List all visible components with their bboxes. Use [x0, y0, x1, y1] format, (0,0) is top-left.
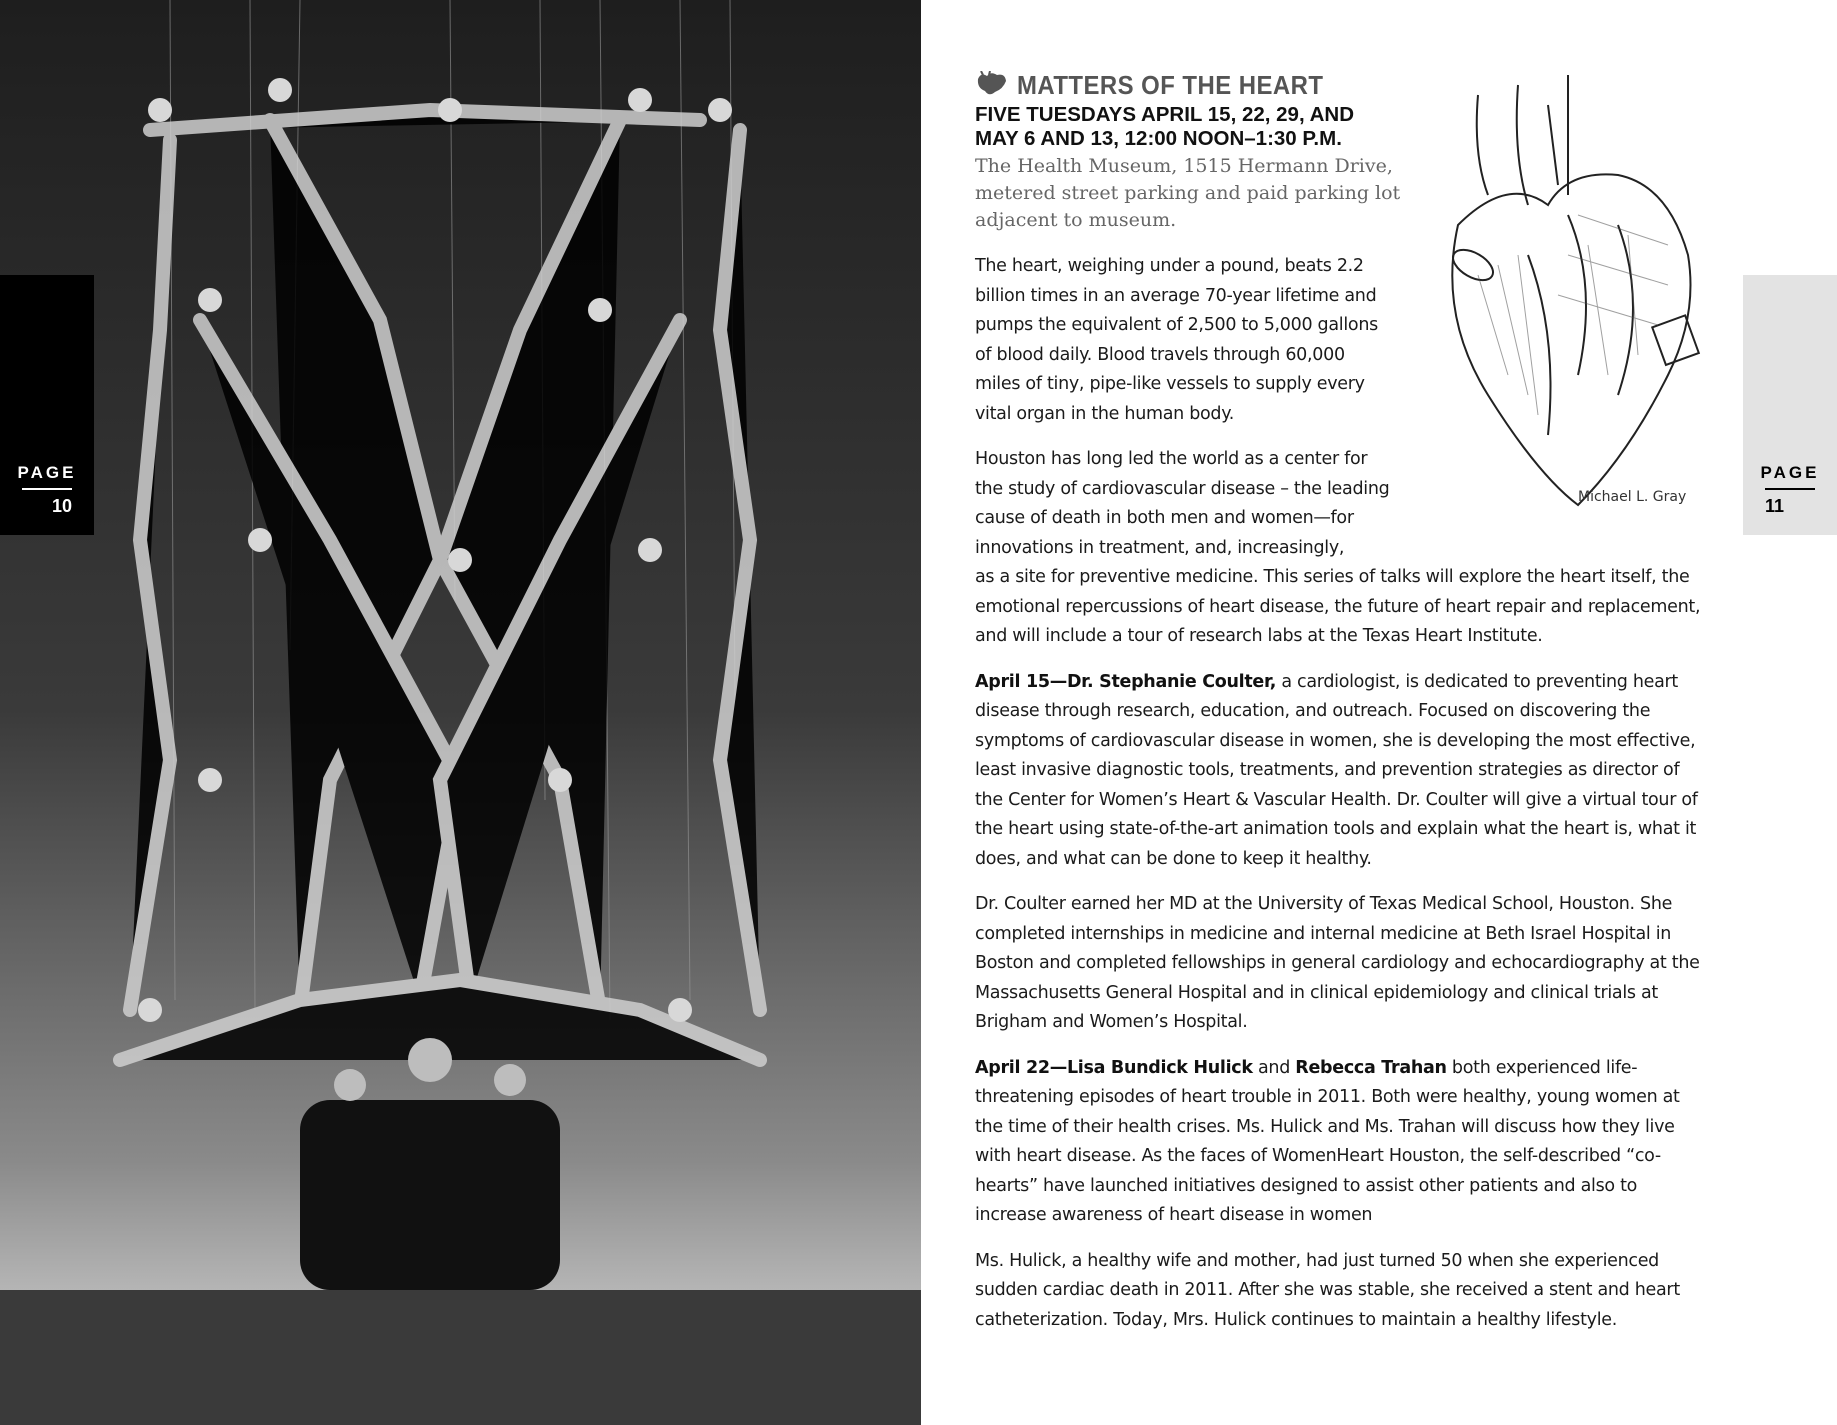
illustration-credit: Michael L. Gray [1578, 489, 1687, 505]
page-number: 11 [1765, 496, 1785, 516]
session-description: both experienced life-threatening episodes of heart trouble in 2011. Both were healthy, young women at the time of their health crises. Ms. Hulick and Ms. Trahan will discuss how they live with heart disease. As the faces of WomenHeart Houston, the self-described “co-hearts” have launched initiatives designed to assist other patients and also to increase awareness of heart disease in women [975, 1057, 1680, 1225]
session-description: a cardiologist, is dedicated to preventing heart disease through research, education, and outreach. Focused on discovering the symptoms of cardiovascular disease in women, she is developing the most effective, least invasive diagnostic tools, treatments, and prevention strategies as director of the Center for Women’s Heart & Vascular Health. Dr. Coulter will give a virtual tour of the heart using state-of-the-art animation tools and explain what the heart is, what it does, and what can be done to keep it healthy. [975, 671, 1698, 869]
event-location: The Health Museum, 1515 Hermann Drive, metered street parking and paid parking lot adjacent to museum. [975, 155, 1401, 231]
article-title: MATTERS OF THE HEART [1017, 70, 1324, 100]
page-tab-left [0, 275, 94, 535]
page-tab-label: PAGE [17, 463, 77, 482]
event-schedule: FIVE TUESDAYS APRIL 15, 22, 29, AND MAY 6 AND 13, 12:00 NOON–1:30 P.M. [975, 103, 1354, 150]
session-connector: and [1252, 1057, 1296, 1078]
intro-paragraph: The heart, weighing under a pound, beats 2.2 billion times in an average 70-year lifetime and pumps the equivalent of 2,500 to 5,000 gallons of blood daily. Blood travels through 60,000 miles of tiny, pipe-like vessels to supply every vital organ in the human body. [975, 256, 1378, 424]
speaker-bio: Dr. Coulter earned her MD at the University of Texas Medical School, Houston. She completed internships in medicine and internal medicine at Beth Israel Hospital in Boston and completed fellowships in general cardiology and echocardiography at the Massachusetts General Hospital and in clinical epidemiology and clinical trials at Brigham and Women’s Hospital. [975, 894, 1700, 1032]
session-april-15 [975, 668, 1710, 875]
page-number: 10 [52, 496, 73, 516]
session-lead-second: Rebecca Trahan [1295, 1057, 1447, 1078]
heart-icon [975, 71, 1009, 101]
intro-paragraph-continued: Houston has long led the world as a center for the study of cardiovascular disease – the leading cause of death in both men and women—for innovations in treatment, and, increasingly, [975, 449, 1390, 558]
intro-paragraph-continued-wide: as a site for preventive medicine. This series of talks will explore the heart itself, the emotional repercussions of heart disease, the future of heart repair and replacement, and will include a tour of research labs at the Texas Heart Institute. [975, 567, 1701, 646]
article [975, 70, 1710, 1335]
page-tab-divider [1765, 488, 1815, 490]
session-april-22 [975, 1054, 1710, 1231]
page-tab-right [1743, 275, 1837, 535]
page-tab-label: PAGE [1760, 463, 1820, 482]
speaker-bio: Ms. Hulick, a healthy wife and mother, had just turned 50 when she experienced sudden cardiac death in 2011. After she was stable, she received a stent and heart catheterization. Today, Mrs. Hulick continues to maintain a healthy lifestyle. [975, 1250, 1680, 1330]
page-tab-divider [22, 488, 72, 490]
session-lead: April 22—Lisa Bundick Hulick [975, 1057, 1253, 1078]
session-lead: April 15—Dr. Stephanie Coulter, [975, 671, 1277, 692]
article-header [975, 70, 1710, 101]
